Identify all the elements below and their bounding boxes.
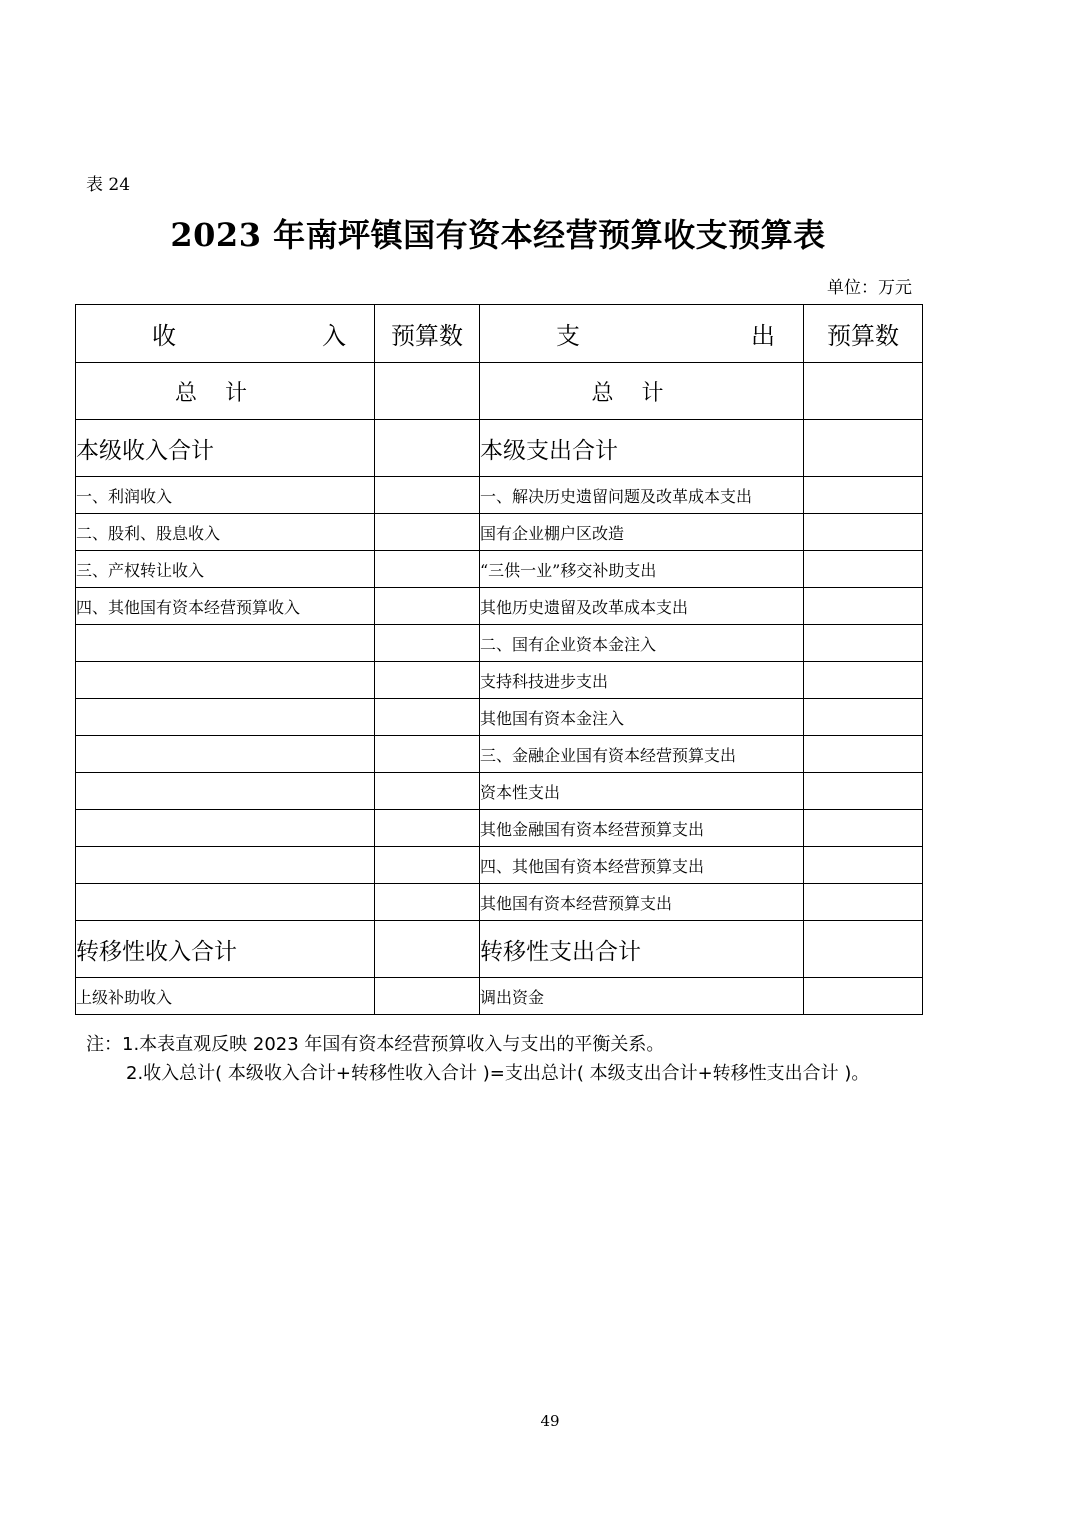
table-row — [76, 551, 923, 588]
notes — [86, 1030, 869, 1088]
note-1: 注：1.本表直观反映 2023 年国有资本经营预算收入与支出的平衡关系。 — [86, 1034, 665, 1055]
table-row — [76, 810, 923, 847]
page-number: 49 — [540, 1412, 560, 1430]
local-expense-total-value — [804, 420, 923, 477]
income-total-value — [375, 363, 480, 420]
income-item — [76, 662, 375, 699]
expense-total-value — [804, 363, 923, 420]
expense-item-value — [804, 514, 923, 551]
income-item: 三、产权转让收入 — [76, 551, 375, 588]
income-header-char-1: 收 — [152, 322, 176, 350]
expense-header-char-1: 支 — [556, 322, 580, 350]
income-item-value — [375, 773, 480, 810]
transfer-income-item-value — [375, 978, 480, 1015]
expense-item: 其他国有资本金注入 — [480, 699, 804, 736]
income-item-value — [375, 551, 480, 588]
table-row — [76, 477, 923, 514]
expense-item: 支持科技进步支出 — [480, 662, 804, 699]
expense-item-value — [804, 847, 923, 884]
income-item — [76, 810, 375, 847]
expense-item-value — [804, 477, 923, 514]
income-header — [76, 305, 375, 363]
expense-header-char-2: 出 — [751, 322, 775, 350]
income-item: 二、股利、股息收入 — [76, 514, 375, 551]
note-2: 2.收入总计( 本级收入合计+转移性收入合计 )=支出总计( 本级支出合计+转移性支出合计 )。 — [126, 1063, 870, 1084]
income-item-value — [375, 625, 480, 662]
table-row — [76, 978, 923, 1015]
expense-item: 其他国有资本经营预算支出 — [480, 884, 804, 921]
expense-item: 四、其他国有资本经营预算支出 — [480, 847, 804, 884]
expense-header — [480, 305, 804, 363]
income-item — [76, 699, 375, 736]
income-item: 四、其他国有资本经营预算收入 — [76, 588, 375, 625]
unit-label: 单位：万元 — [827, 278, 912, 298]
expense-item: 三、金融企业国有资本经营预算支出 — [480, 736, 804, 773]
budget-table — [75, 304, 923, 1015]
income-item — [76, 773, 375, 810]
expense-item: 其他历史遗留及改革成本支出 — [480, 588, 804, 625]
income-total-label: 总计 — [76, 363, 375, 420]
expense-item-value — [804, 588, 923, 625]
expense-item: 二、国有企业资本金注入 — [480, 625, 804, 662]
transfer-income-item: 上级补助收入 — [76, 978, 375, 1015]
income-budget-header: 预算数 — [375, 305, 480, 363]
income-item — [76, 625, 375, 662]
expense-item-value — [804, 551, 923, 588]
transfer-expense-item: 调出资金 — [480, 978, 804, 1015]
expense-item-value — [804, 810, 923, 847]
table-row — [76, 773, 923, 810]
page-title: 2023 年南坪镇国有资本经营预算收支预算表 — [170, 216, 826, 254]
transfer-expense-total-value — [804, 921, 923, 978]
income-item-value — [375, 736, 480, 773]
table-row — [76, 625, 923, 662]
local-income-total-label: 本级收入合计 — [76, 420, 375, 477]
expense-item-value — [804, 662, 923, 699]
transfer-income-total-value — [375, 921, 480, 978]
expense-item-value — [804, 699, 923, 736]
expense-item: “三供一业”移交补助支出 — [480, 551, 804, 588]
expense-budget-header: 预算数 — [804, 305, 923, 363]
income-item — [76, 736, 375, 773]
table-row — [76, 699, 923, 736]
local-total-row — [76, 420, 923, 477]
table-row — [76, 736, 923, 773]
expense-item-value — [804, 625, 923, 662]
income-item-value — [375, 699, 480, 736]
table-header-row — [76, 305, 923, 363]
table-row — [76, 847, 923, 884]
transfer-income-total-label: 转移性收入合计 — [76, 921, 375, 978]
table-row — [76, 662, 923, 699]
income-item — [76, 847, 375, 884]
income-item-value — [375, 588, 480, 625]
transfer-total-row — [76, 921, 923, 978]
local-income-total-value — [375, 420, 480, 477]
transfer-expense-item-value — [804, 978, 923, 1015]
table-row — [76, 588, 923, 625]
total-row — [76, 363, 923, 420]
table-row — [76, 514, 923, 551]
income-header-char-2: 入 — [322, 322, 346, 350]
transfer-expense-total-label: 转移性支出合计 — [480, 921, 804, 978]
income-item-value — [375, 662, 480, 699]
expense-total-label: 总计 — [480, 363, 804, 420]
expense-item: 一、解决历史遗留问题及改革成本支出 — [480, 477, 804, 514]
expense-item-value — [804, 773, 923, 810]
table-label: 表 24 — [86, 175, 131, 195]
table-row — [76, 884, 923, 921]
expense-item: 资本性支出 — [480, 773, 804, 810]
expense-item: 其他金融国有资本经营预算支出 — [480, 810, 804, 847]
income-item: 一、利润收入 — [76, 477, 375, 514]
expense-item: 国有企业棚户区改造 — [480, 514, 804, 551]
income-item-value — [375, 884, 480, 921]
income-item-value — [375, 477, 480, 514]
income-item-value — [375, 810, 480, 847]
income-item — [76, 884, 375, 921]
income-item-value — [375, 514, 480, 551]
income-item-value — [375, 847, 480, 884]
local-expense-total-label: 本级支出合计 — [480, 420, 804, 477]
expense-item-value — [804, 884, 923, 921]
expense-item-value — [804, 736, 923, 773]
